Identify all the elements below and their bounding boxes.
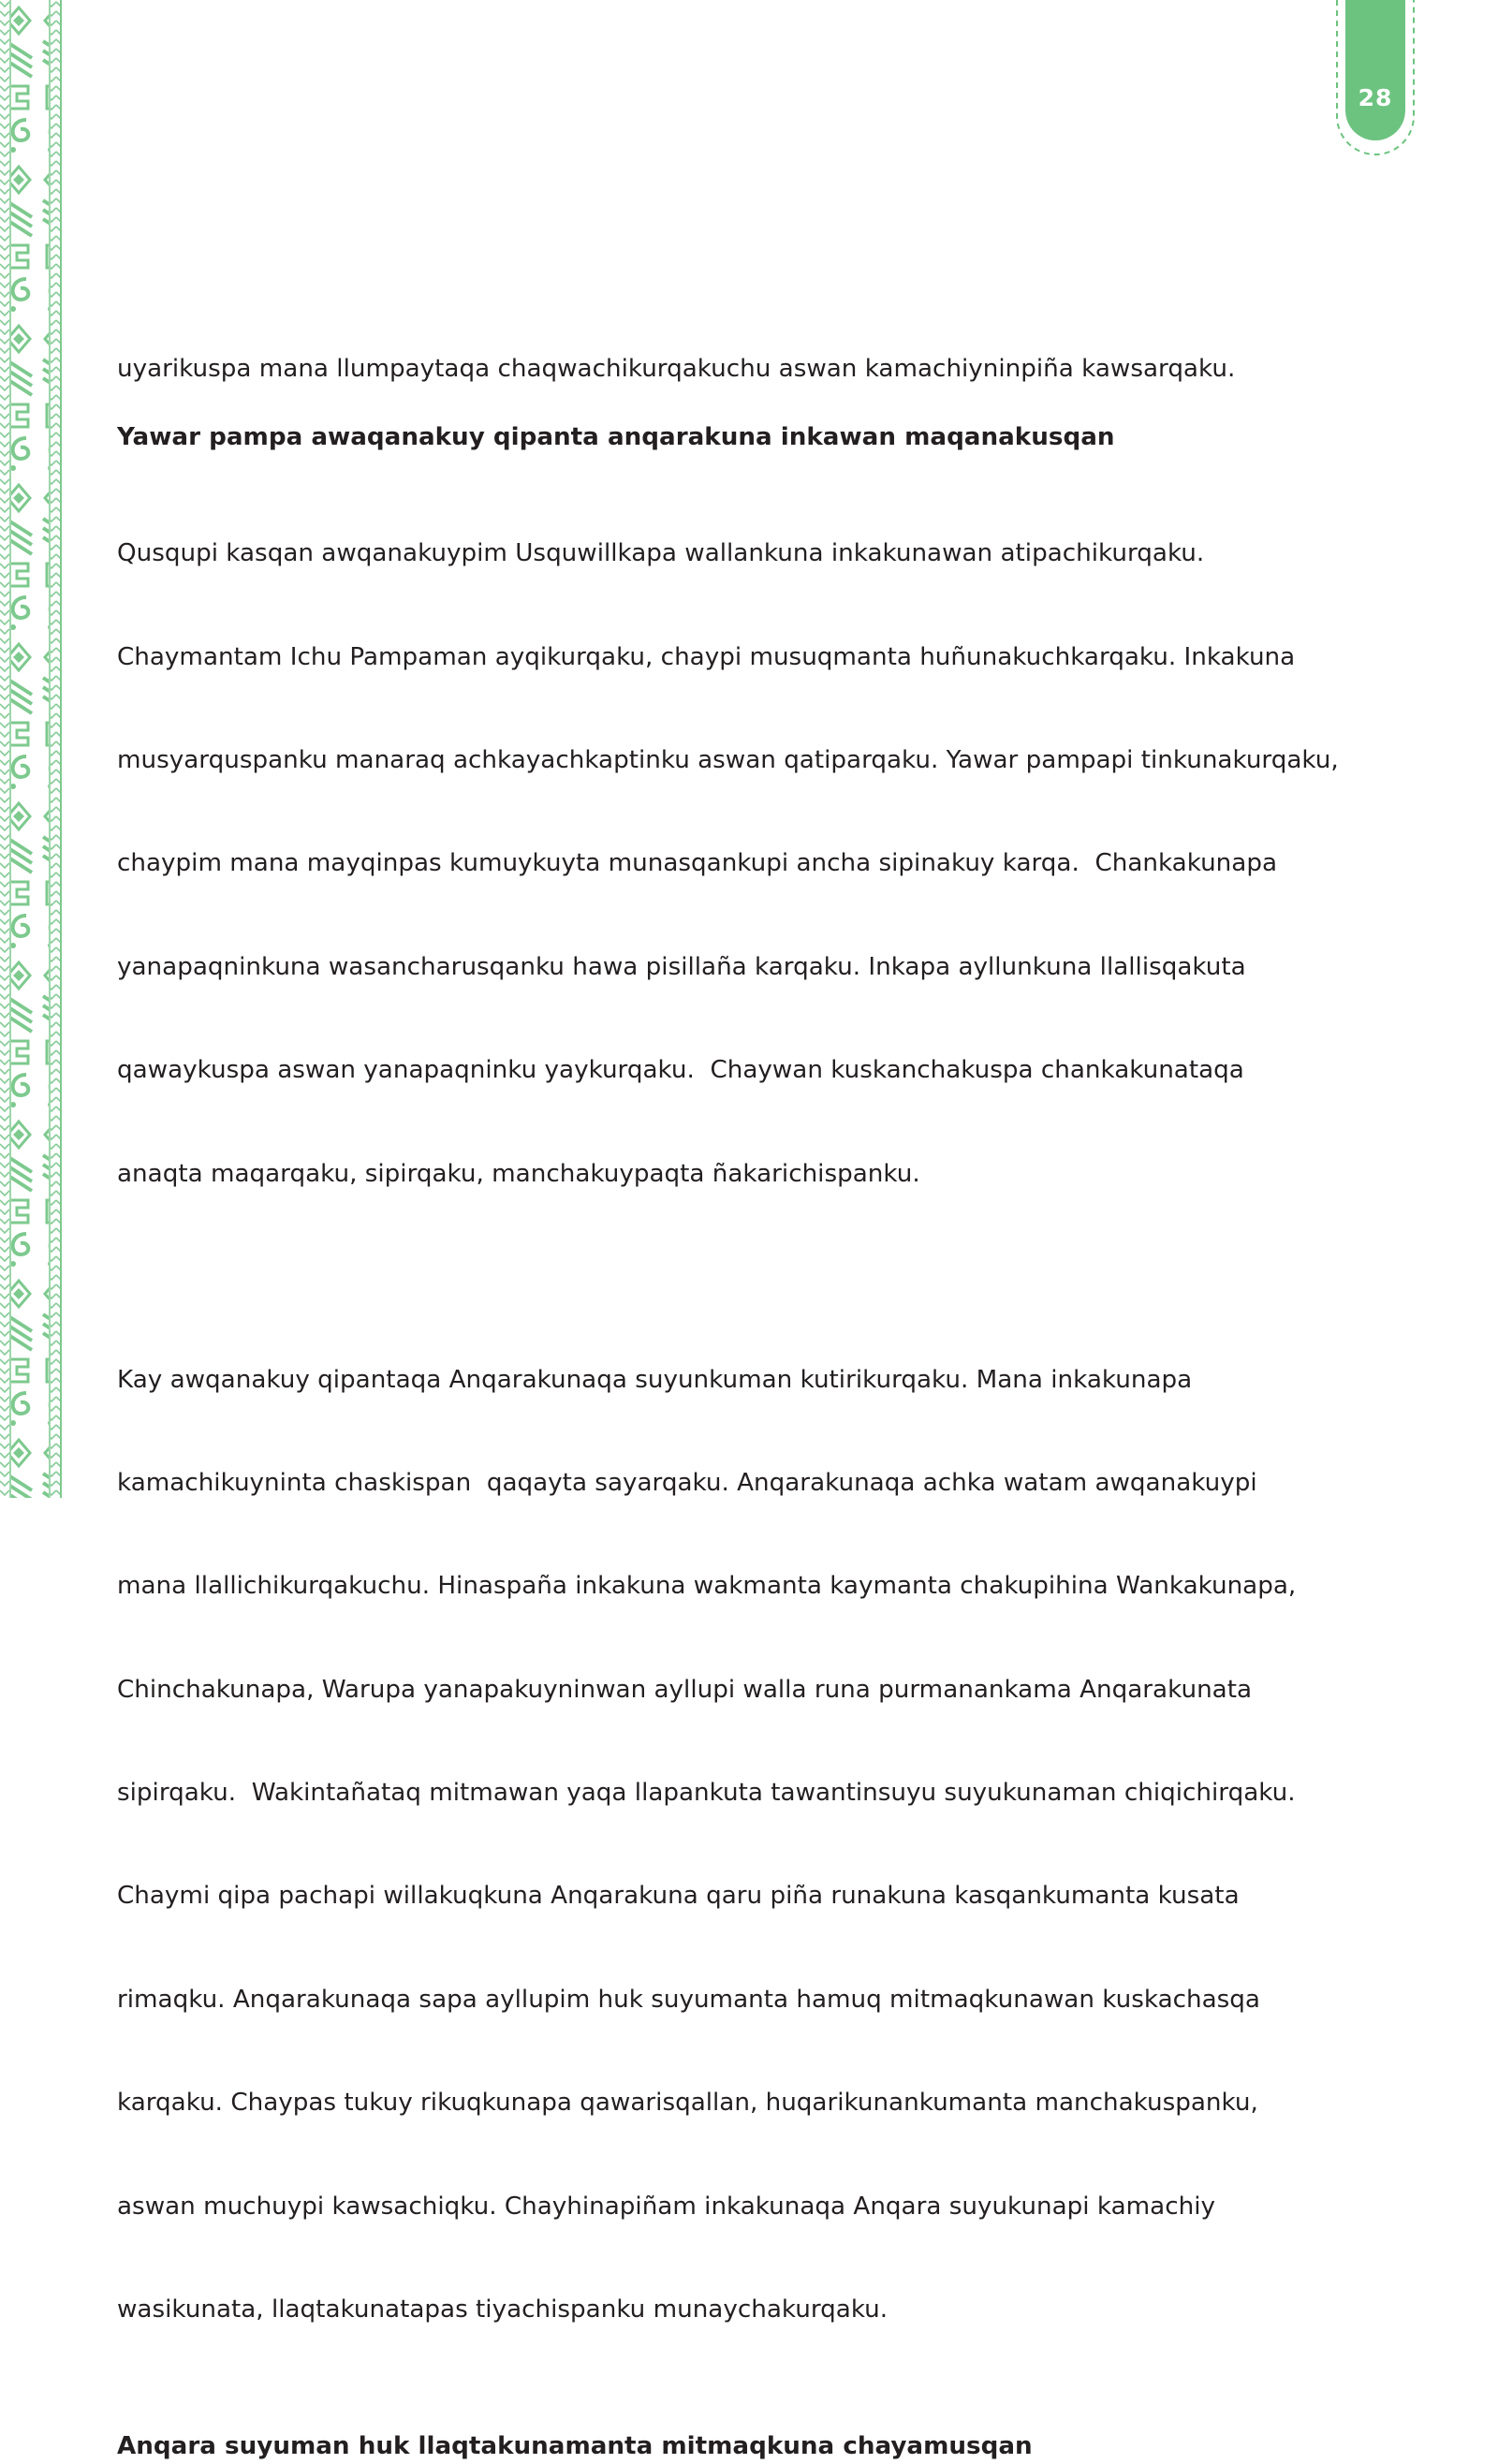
text-line: aswan muchuypi kawsachiqku. Chayhinapiñam inkakunaqa Anqara suyukunapi kamachiy — [117, 2192, 1215, 2221]
page-number-tab — [1333, 0, 1417, 157]
decorative-side-border — [0, 0, 62, 1498]
text-line: Chinchakunapa, Warupa yanapakuyninwan ayllupi walla runa purmanankama Anqarakunata — [117, 1675, 1253, 1704]
text-line: kamachikuyninta chaskispan qaqayta sayarqaku. Anqarakunaqa achka watam awqanakuypi — [117, 1468, 1257, 1497]
text-line: yanapaqninkuna wasancharusqanku hawa pisillaña karqaku. Inkapa ayllunkuna llallisqakuta — [117, 952, 1246, 981]
text-line: sipirqaku. Wakintañataq mitmawan yaqa llapankuta tawantinsuyu suyukunaman chiqichirqaku. — [117, 1779, 1296, 1808]
text-line: Chaymi qipa pachapi willakuqkuna Anqarakuna qaru piña runakuna kasqankumanta kusata — [117, 1882, 1240, 1911]
text-line: Chaymantam Ichu Pampaman ayqikurqaku, chaypi musuqmanta huñunakuchkarqaku. Inkakuna — [117, 642, 1296, 671]
text-line: qawaykuspa aswan yanapaqninku yaykurqaku. Chaywan kuskanchakuspa chankakunataqa — [117, 1056, 1244, 1085]
text-line: mana llallichikurqakuchu. Hinaspaña inkakuna wakmanta kaymanta chakupihina Wankakunapa, — [117, 1572, 1297, 1601]
page-number: 28 — [1358, 84, 1393, 111]
opening-line: uyarikuspa mana llumpaytaqa chaqwachikurqakuchu aswan kamachiyninpiña kawsarqaku. — [117, 355, 1236, 383]
text-line: karqaku. Chaypas tukuy rikuqkunapa qawarisqallan, huqarikunankumanta manchakuspanku, — [117, 2089, 1258, 2118]
text-line: Qusqupi kasqan awqanakuypim Usquwillkapa wallankuna inkakunawan atipachikurqaku. — [117, 539, 1205, 568]
section-heading: Yawar pampa awaqanakuy qipanta anqarakuna inkawan maqanakusqan — [117, 422, 1115, 451]
page-content — [117, 352, 1372, 2464]
text-line: musyarquspanku manaraq achkayachkaptinku aswan qatiparqaku. Yawar pampapi tinkunakurqaku, — [117, 745, 1339, 774]
text-line: Kay awqanakuy qipantaqa Anqarakunaqa suyunkuman kutirikurqaku. Mana inkakunapa — [117, 1365, 1193, 1394]
paragraph — [117, 1294, 1372, 2397]
section-heading: Anqara suyuman huk llaqtakunamanta mitmaqkuna chayamusqan — [117, 2432, 1033, 2461]
text-line: chaypim mana mayqinpas kumuykuyta munasqankupi ancha sipinakuy karqa. Chankakunapa — [117, 849, 1277, 878]
text-line: wasikunata, llaqtakunatapas tiyachispanku munaychakurqaku. — [117, 2295, 889, 2325]
paragraph — [117, 468, 1372, 1260]
text-line: rimaqku. Anqarakunaqa sapa ayllupim huk suyumanta hamuq mitmaqkunawan kuskachasqa — [117, 1985, 1260, 2014]
text-line: anaqta maqarqaku, sipirqaku, manchakuypaqta ñakarichispanku. — [117, 1159, 920, 1188]
